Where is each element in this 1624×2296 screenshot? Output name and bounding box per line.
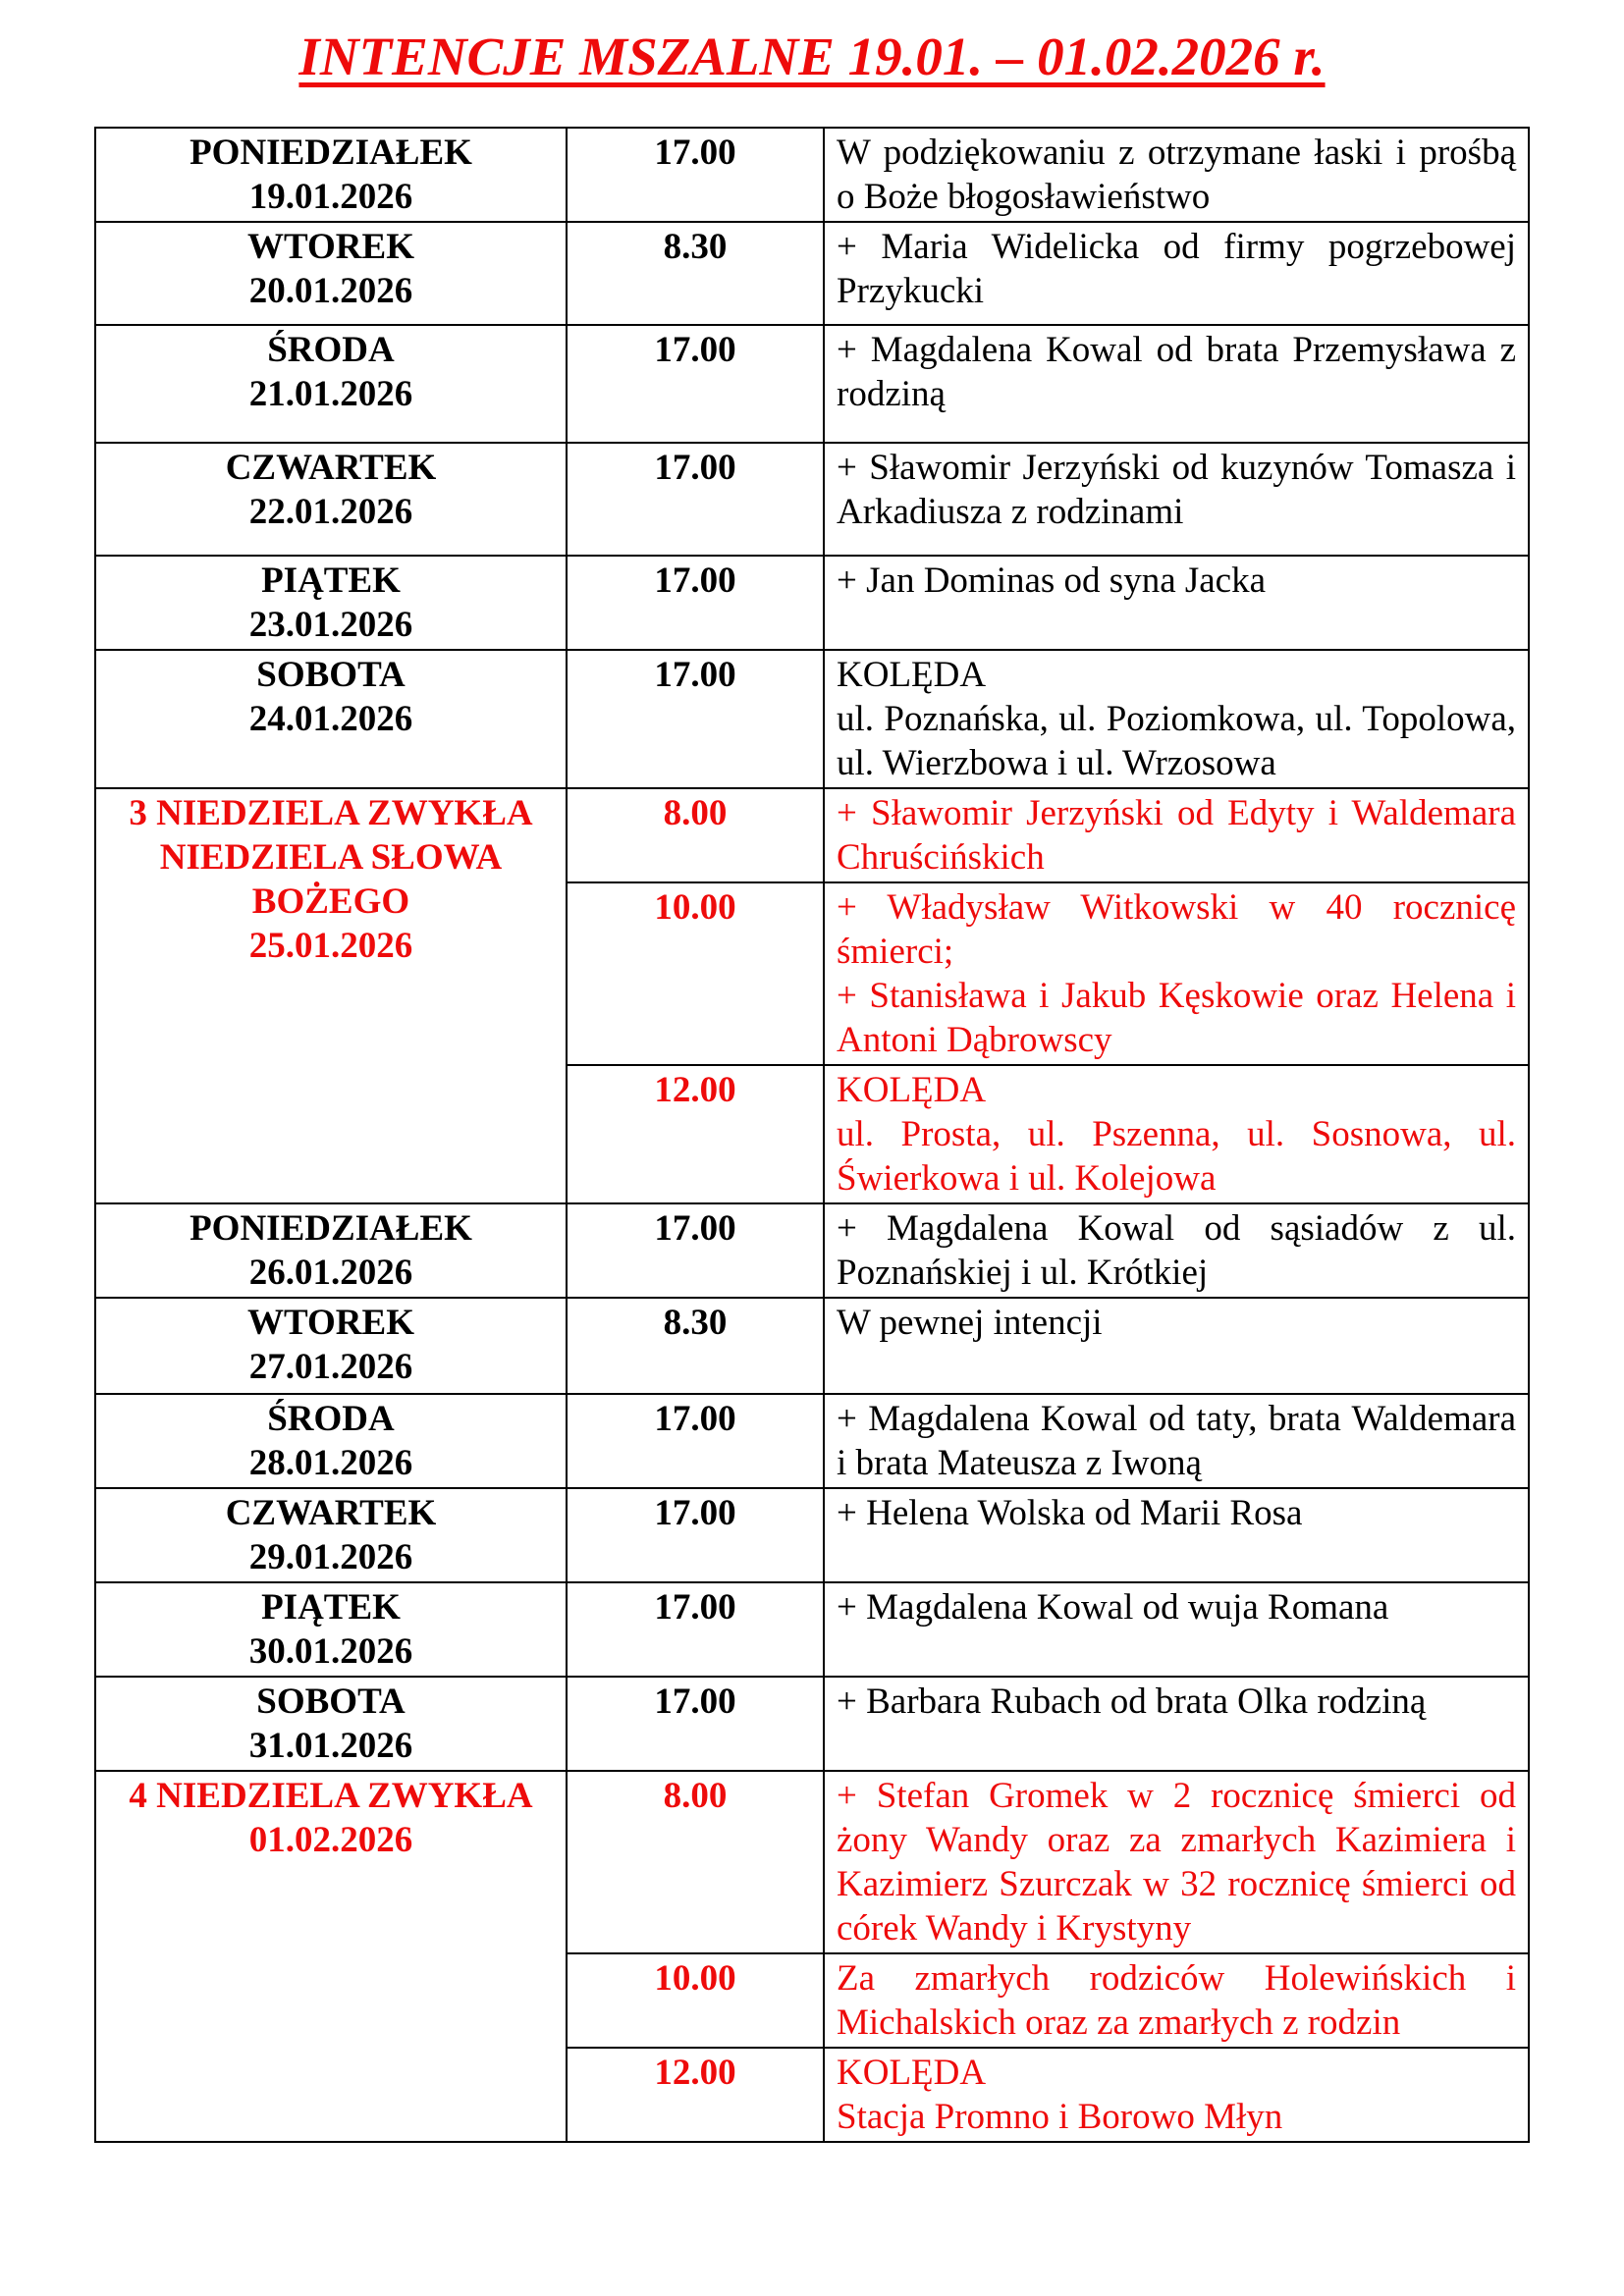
mass-intention — [824, 1203, 1529, 1298]
mass-intentions-table — [94, 127, 1530, 2143]
day-name: WTOREK — [247, 1303, 414, 1343]
day-date: 30.01.2026 — [248, 1631, 413, 1672]
mass-time: 10.00 — [567, 882, 824, 1065]
mass-intention — [824, 650, 1529, 788]
day-cell — [95, 1771, 567, 2142]
mass-time: 17.00 — [567, 325, 824, 443]
day-date: 19.01.2026 — [248, 177, 413, 217]
intention-paragraph: + Magdalena Kowal od sąsiadów z ul. Poznańskiej i ul. Krótkiej — [837, 1208, 1516, 1293]
day-cell — [95, 325, 567, 443]
intention-paragraph: + Stefan Gromek w 2 rocznicę śmierci od żony Wandy oraz za zmarłych Kazimiera i Kazimierz Szurczak w 32 rocznicę śmierci od córek Wandy i Krystyny — [837, 1776, 1516, 1949]
table-row — [95, 556, 1529, 650]
day-name: PONIEDZIAŁEK — [189, 1208, 472, 1249]
mass-time: 17.00 — [567, 1394, 824, 1488]
mass-intention — [824, 443, 1529, 556]
day-name: ŚRODA — [267, 1399, 395, 1439]
day-name: PIĄTEK — [261, 561, 401, 601]
mass-time: 17.00 — [567, 443, 824, 556]
day-cell — [95, 788, 567, 1203]
day-date: 22.01.2026 — [248, 492, 413, 532]
mass-intention — [824, 882, 1529, 1065]
mass-time: 17.00 — [567, 1203, 824, 1298]
mass-intention — [824, 1065, 1529, 1203]
mass-intention — [824, 1488, 1529, 1582]
intention-paragraph: KOLĘDA — [837, 655, 987, 695]
table-row — [95, 325, 1529, 443]
intention-paragraph: + Jan Dominas od syna Jacka — [837, 561, 1267, 601]
mass-time: 8.00 — [567, 1771, 824, 1953]
mass-intention — [824, 325, 1529, 443]
day-date: 01.02.2026 — [248, 1820, 413, 1860]
day-name: SOBOTA — [256, 1682, 406, 1722]
table-row — [95, 443, 1529, 556]
mass-time: 17.00 — [567, 1488, 824, 1582]
page-title: INTENCJE MSZALNE 19.01. – 01.02.2026 r. — [298, 27, 1326, 86]
day-date: 29.01.2026 — [248, 1537, 413, 1577]
table-row — [95, 1582, 1529, 1677]
day-name: WTOREK — [247, 227, 414, 267]
day-cell — [95, 650, 567, 788]
mass-intention — [824, 788, 1529, 882]
day-name: CZWARTEK — [225, 1493, 437, 1533]
mass-intention — [824, 1771, 1529, 1953]
table-row — [95, 222, 1529, 325]
intention-paragraph: + Barbara Rubach od brata Olka rodziną — [837, 1682, 1427, 1722]
mass-time: 17.00 — [567, 128, 824, 222]
intention-paragraph: KOLĘDA — [837, 2053, 987, 2093]
day-date: 28.01.2026 — [248, 1443, 413, 1483]
day-date: 23.01.2026 — [248, 605, 413, 645]
intention-paragraph: W pewnej intencji — [837, 1303, 1103, 1343]
intention-paragraph: W podziękowaniu z otrzymane łaski i prośbą o Boże błogosławieństwo — [837, 133, 1516, 217]
day-name: 4 NIEDZIELA ZWYKŁA — [129, 1776, 533, 1816]
day-cell — [95, 1488, 567, 1582]
intention-paragraph: + Magdalena Kowal od taty, brata Waldemara i brata Mateusza z Iwoną — [837, 1399, 1516, 1483]
intention-paragraph: + Magdalena Kowal od wuja Romana — [837, 1587, 1389, 1628]
day-name: SOBOTA — [256, 655, 406, 695]
day-cell — [95, 1298, 567, 1394]
mass-intention — [824, 1677, 1529, 1771]
day-date: 26.01.2026 — [248, 1253, 413, 1293]
mass-time: 12.00 — [567, 2048, 824, 2142]
mass-time: 10.00 — [567, 1953, 824, 2048]
day-date: 27.01.2026 — [248, 1347, 413, 1387]
mass-time: 17.00 — [567, 650, 824, 788]
intention-paragraph: + Maria Widelicka od firmy pogrzebowej Przykucki — [837, 227, 1516, 311]
mass-time: 17.00 — [567, 1582, 824, 1677]
day-date: 31.01.2026 — [248, 1726, 413, 1766]
intention-paragraph: + Helena Wolska od Marii Rosa — [837, 1493, 1303, 1533]
mass-time: 17.00 — [567, 556, 824, 650]
intention-paragraph: + Stanisława i Jakub Kęskowie oraz Helena i Antoni Dąbrowscy — [837, 976, 1516, 1060]
day-cell — [95, 556, 567, 650]
day-date: 20.01.2026 — [248, 271, 413, 311]
table-row — [95, 1203, 1529, 1298]
mass-time: 17.00 — [567, 1677, 824, 1771]
day-date: 25.01.2026 — [248, 926, 413, 966]
table-row — [95, 1394, 1529, 1488]
intention-paragraph: ul. Prosta, ul. Pszenna, ul. Sosnowa, ul. Świerkowa i ul. Kolejowa — [837, 1114, 1516, 1199]
intention-paragraph: + Sławomir Jerzyński od kuzynów Tomasza i Arkadiusza z rodzinami — [837, 448, 1516, 532]
mass-intention — [824, 1394, 1529, 1488]
intention-paragraph: + Magdalena Kowal od brata Przemysława z rodziną — [837, 330, 1516, 414]
intention-paragraph: KOLĘDA — [837, 1070, 987, 1110]
day-cell — [95, 1203, 567, 1298]
day-cell — [95, 1677, 567, 1771]
day-name: PIĄTEK — [261, 1587, 401, 1628]
table-row — [95, 1771, 1529, 1953]
intention-paragraph: + Sławomir Jerzyński od Edyty i Waldemara Chruścińskich — [837, 793, 1516, 878]
day-date: 21.01.2026 — [248, 374, 413, 414]
mass-time: 8.00 — [567, 788, 824, 882]
mass-intention — [824, 1953, 1529, 2048]
table-row — [95, 1677, 1529, 1771]
day-name: ŚRODA — [267, 330, 395, 370]
mass-intention — [824, 1298, 1529, 1394]
mass-intention — [824, 222, 1529, 325]
day-name: PONIEDZIAŁEK — [189, 133, 472, 173]
day-cell — [95, 128, 567, 222]
day-name: NIEDZIELA SŁOWA BOŻEGO — [159, 837, 503, 922]
day-cell — [95, 443, 567, 556]
mass-intention — [824, 128, 1529, 222]
day-date: 24.01.2026 — [248, 699, 413, 739]
day-cell — [95, 1394, 567, 1488]
intention-paragraph: + Władysław Witkowski w 40 rocznicę śmierci; — [837, 887, 1516, 972]
mass-time: 8.30 — [567, 1298, 824, 1394]
day-cell — [95, 222, 567, 325]
mass-intention — [824, 2048, 1529, 2142]
intention-paragraph: Za zmarłych rodziców Holewińskich i Michalskich oraz za zmarłych z rodzin — [837, 1958, 1516, 2043]
day-name: CZWARTEK — [225, 448, 437, 488]
day-cell — [95, 1582, 567, 1677]
table-row — [95, 128, 1529, 222]
mass-time: 8.30 — [567, 222, 824, 325]
intentions-body — [95, 128, 1529, 2142]
table-row — [95, 788, 1529, 882]
intention-paragraph: ul. Poznańska, ul. Poziomkowa, ul. Topolowa, ul. Wierzbowa i ul. Wrzosowa — [837, 699, 1516, 783]
table-row — [95, 1488, 1529, 1582]
mass-intention — [824, 556, 1529, 650]
day-name: 3 NIEDZIELA ZWYKŁA — [129, 793, 533, 833]
table-row — [95, 1298, 1529, 1394]
intention-paragraph: Stacja Promno i Borowo Młyn — [837, 2097, 1283, 2137]
mass-intention — [824, 1582, 1529, 1677]
mass-time: 12.00 — [567, 1065, 824, 1203]
table-row — [95, 650, 1529, 788]
